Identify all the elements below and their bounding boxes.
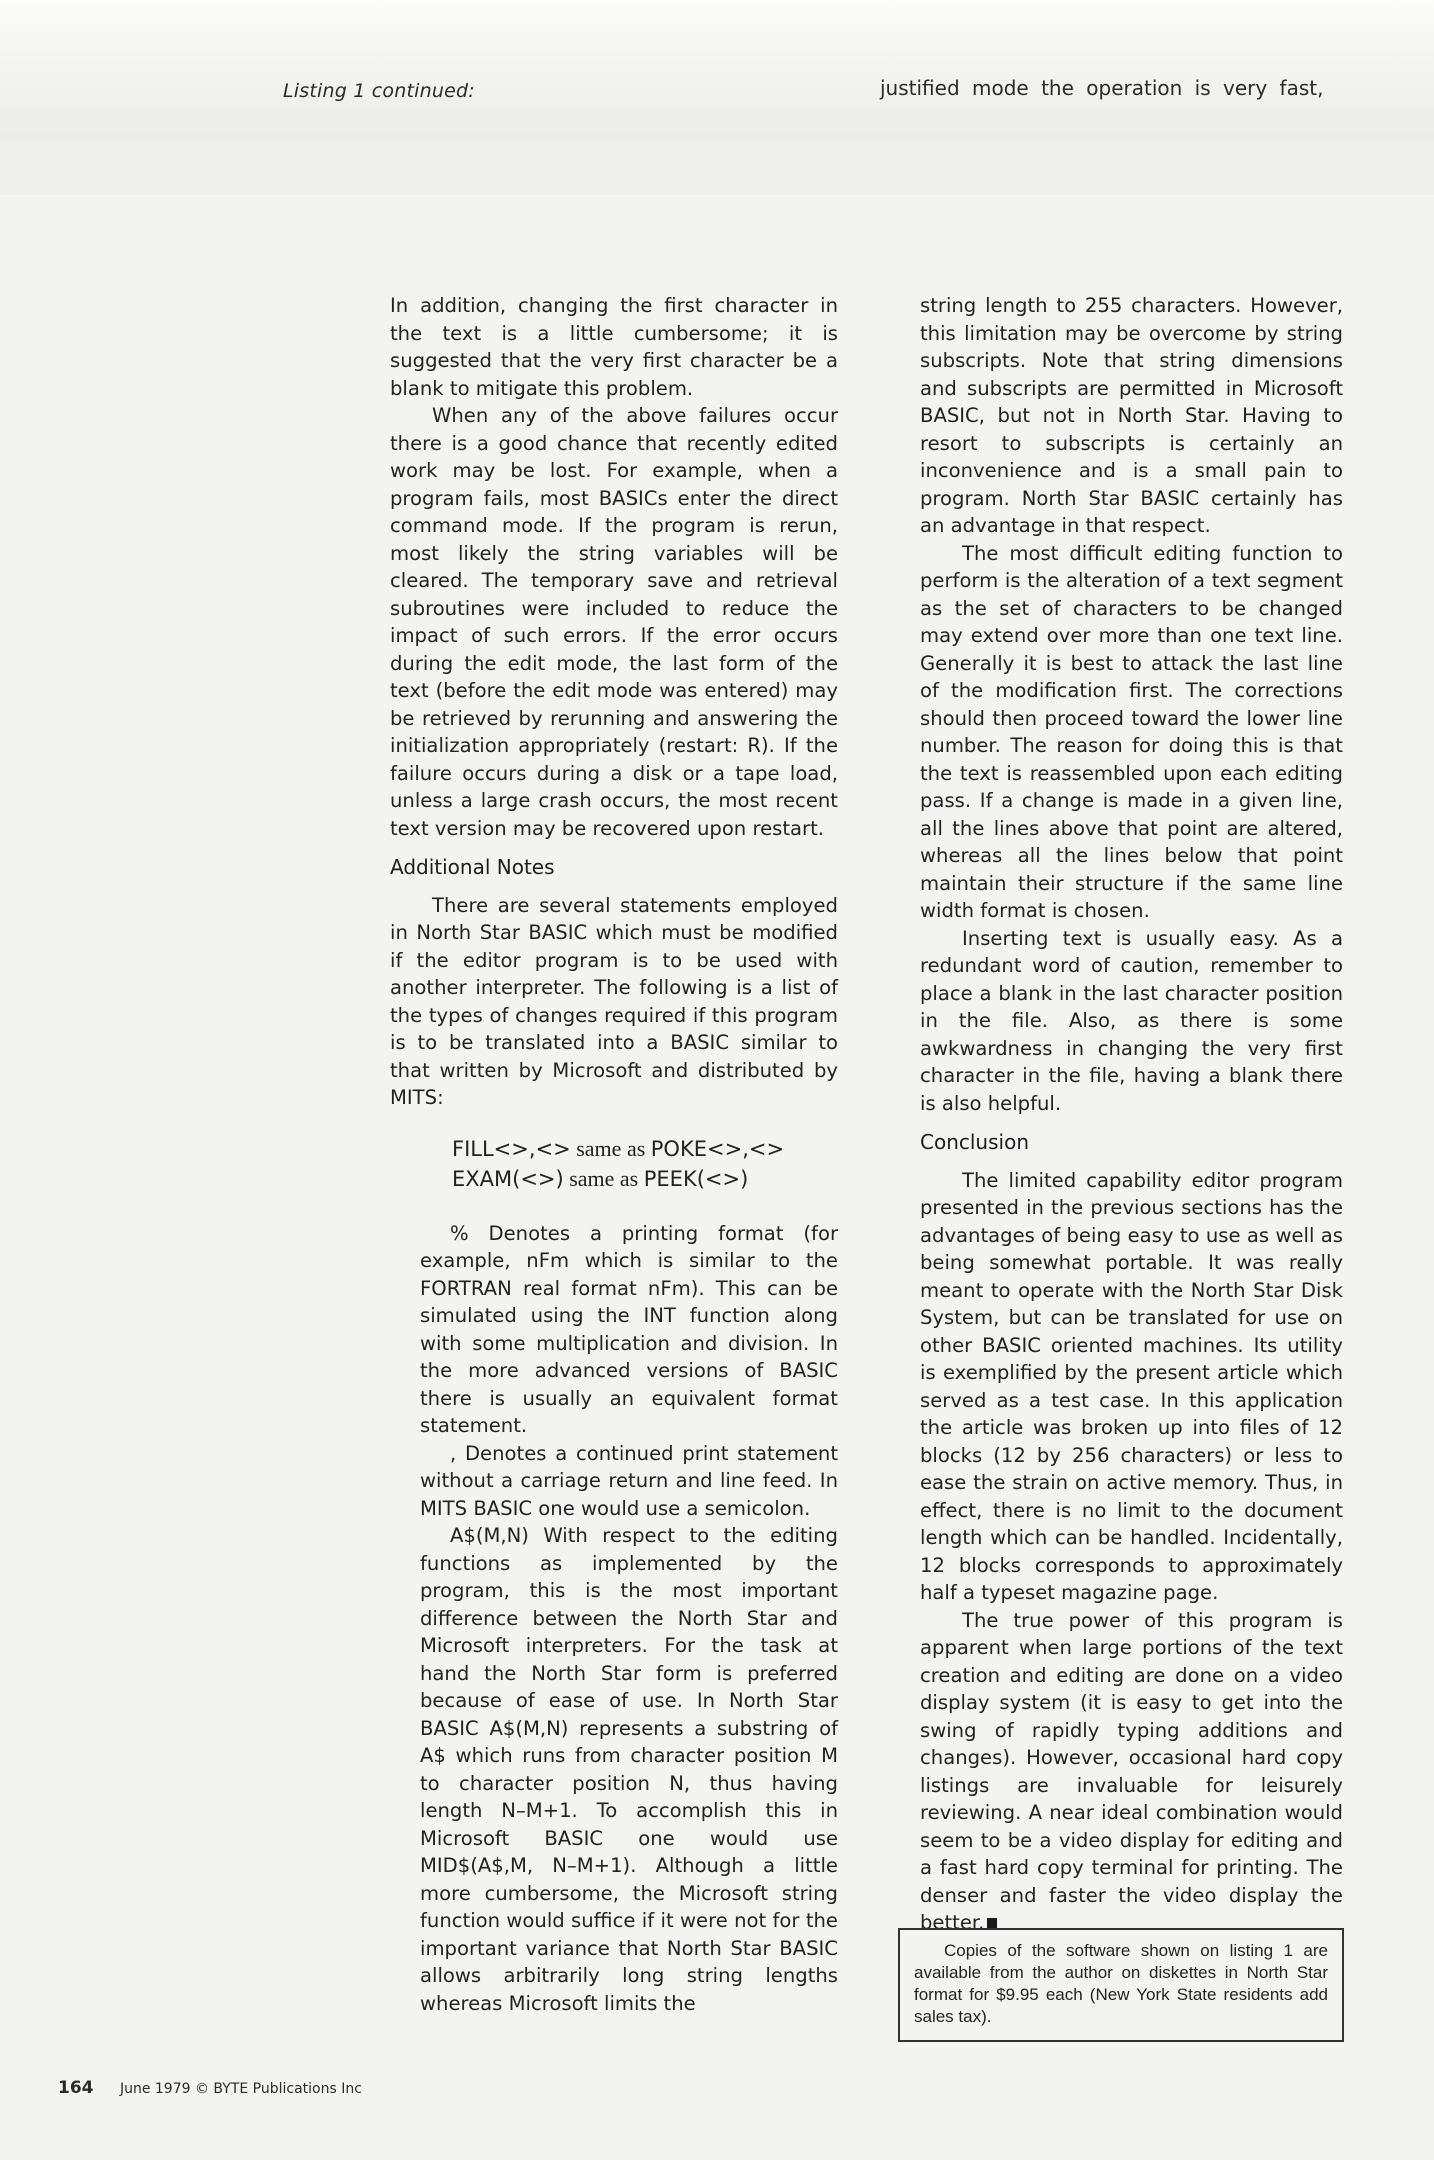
- publication-credit: June 1979 © BYTE Publications Inc: [119, 2081, 362, 2097]
- paragraph: [920, 1607, 1343, 1937]
- equivalence-row: [452, 1164, 838, 1194]
- section-heading-additional-notes: Additional Notes: [390, 855, 555, 879]
- north-star-statement: FILL<>,<>: [452, 1136, 571, 1161]
- right-column: [920, 292, 1343, 1937]
- paragraph: When any of the above failures occur there is a good chance that recently edited work may be lost. For example, when a program fails, most BASICs enter the direct command mode. If the program is rerun, most likely the string variables will be cleared. The temporary save and retrieval subroutines were included to reduce the impact of such errors. If the error occurs during the edit mode, the last form of the text (before the edit mode was entered) may be retrieved by rerunning and answering the initialization appropriately (restart: R). If the failure occurs during a disk or a tape load, unless a large crash occurs, the most recent text version may be recovered upon restart.: [390, 404, 838, 840]
- microsoft-statement: POKE<>,<>: [650, 1136, 785, 1161]
- notes-list: [390, 1220, 838, 2018]
- microsoft-statement: PEEK(<>): [643, 1166, 749, 1191]
- left-column: [390, 292, 838, 2017]
- equivalence-connector: same as: [576, 1135, 646, 1161]
- paragraph: The most difficult editing function to perform is the alteration of a text segment as the set of characters to be changed may extend over more than one text line. Generally it is best to attack the last line of the modification first. The corrections should then proceed toward the lower line number. The reason for doing this is that the text is reassembled upon each editing pass. If a change is made in a given line, all the lines above that point are altered, whereas all the lines below that point maintain their structure if the same line width format is chosen.: [920, 541, 1343, 922]
- section-heading-conclusion: Conclusion: [920, 1130, 1029, 1154]
- paragraph: There are several statements employed in North Star BASIC which must be modified if the editor program is to be used with another interpreter. The following is a list of the types of changes required if this program is to be translated into a BASIC similar to that written by Microsoft and distributed by MITS:: [390, 893, 838, 1109]
- note-comma-print: , Denotes a continued print statement without a carriage return and line feed. In MITS BASIC one would use a semicolon.: [420, 1441, 838, 1520]
- equivalence-connector: same as: [569, 1165, 639, 1191]
- notice-text: Copies of the software shown on listing 1 are available from the author on diskettes in North Star format for $9.95 each (New York State residents add sales tax).: [914, 1941, 1328, 2026]
- paragraph: The limited capability editor program presented in the previous sections has the advantages of being easy to use as well as being somewhat portable. It was really meant to operate with the North Star Disk System, but can be translated for use on other BASIC oriented machines. Its utility is exemplified by the present article which served as a test case. In this application the article was broken up into files of 12 blocks (12 by 256 characters) or less to ease the strain on active memory. Thus, in effect, there is no limit to the document length which can be handled. Incidentally, 12 blocks corresponds to approximately half a typeset magazine page.: [920, 1168, 1343, 1604]
- header-text-fragment: justified mode the operation is very fast,: [880, 76, 1324, 100]
- equivalence-list: [390, 1134, 838, 1194]
- note-substring: A$(M,N) With respect to the editing functions as implemented by the program, this is the most important difference between the North Star and Microsoft interpreters. For the task at hand the North Star form is preferred because of ease of use. In North Star BASIC A$(M,N) represents a substring of A$ which runs from character position M to character position N, thus having length N–M+1. To accomplish this in Microsoft BASIC one would use MID$(A$,M, N–M+1). Although a little more cumbersome, the Microsoft string function would suffice if it were not for the important variance that North Star BASIC allows arbitrarily long string lengths whereas Microsoft limits the: [420, 1524, 838, 2015]
- north-star-statement: EXAM(<>): [452, 1166, 564, 1191]
- scan-band-shadow: [0, 105, 1434, 195]
- end-mark-icon: [987, 1918, 997, 1928]
- listing-caption: Listing 1 continued:: [283, 80, 475, 102]
- paragraph: Inserting text is usually easy. As a redundant word of caution, remember to place a blank in the last character position in the file. Also, as there is some awkwardness in changing the very first character in the file, having a blank there is also helpful.: [920, 926, 1343, 1115]
- software-availability-notice: [898, 1928, 1344, 2042]
- equivalence-row: [452, 1134, 838, 1164]
- paragraph: In addition, changing the first character in the text is a little cumbersome; it is suggested that the very first character be a blank to mitigate this problem.: [390, 294, 838, 400]
- page-footer: [58, 2078, 362, 2098]
- paragraph: string length to 255 characters. However, this limitation may be overcome by string subscripts. Note that string dimensions and subscripts are permitted in Microsoft BASIC, but not in North Star. Having to resort to subscripts is certainly an inconvenience and is a small pain to program. North Star BASIC certainly has an advantage in that respect.: [920, 294, 1343, 537]
- page-number: 164: [58, 2078, 94, 2098]
- paragraph-text: The true power of this program is apparent when large portions of the text creation and editing are done on a video display system (it is easy to get into the swing of rapidly typing additions and changes). However, occasional hard copy listings are invaluable for leisurely reviewing. A near ideal combination would seem to be a video display for editing and a fast hard copy terminal for printing. The denser and faster the video display the better.: [920, 1608, 1343, 1934]
- note-percent-format: % Denotes a printing format (for example, nFm which is similar to the FORTRAN real format nFm). This can be simulated using the INT function along with some multiplication and division. In the more advanced versions of BASIC there is usually an equivalent format statement.: [420, 1221, 838, 1437]
